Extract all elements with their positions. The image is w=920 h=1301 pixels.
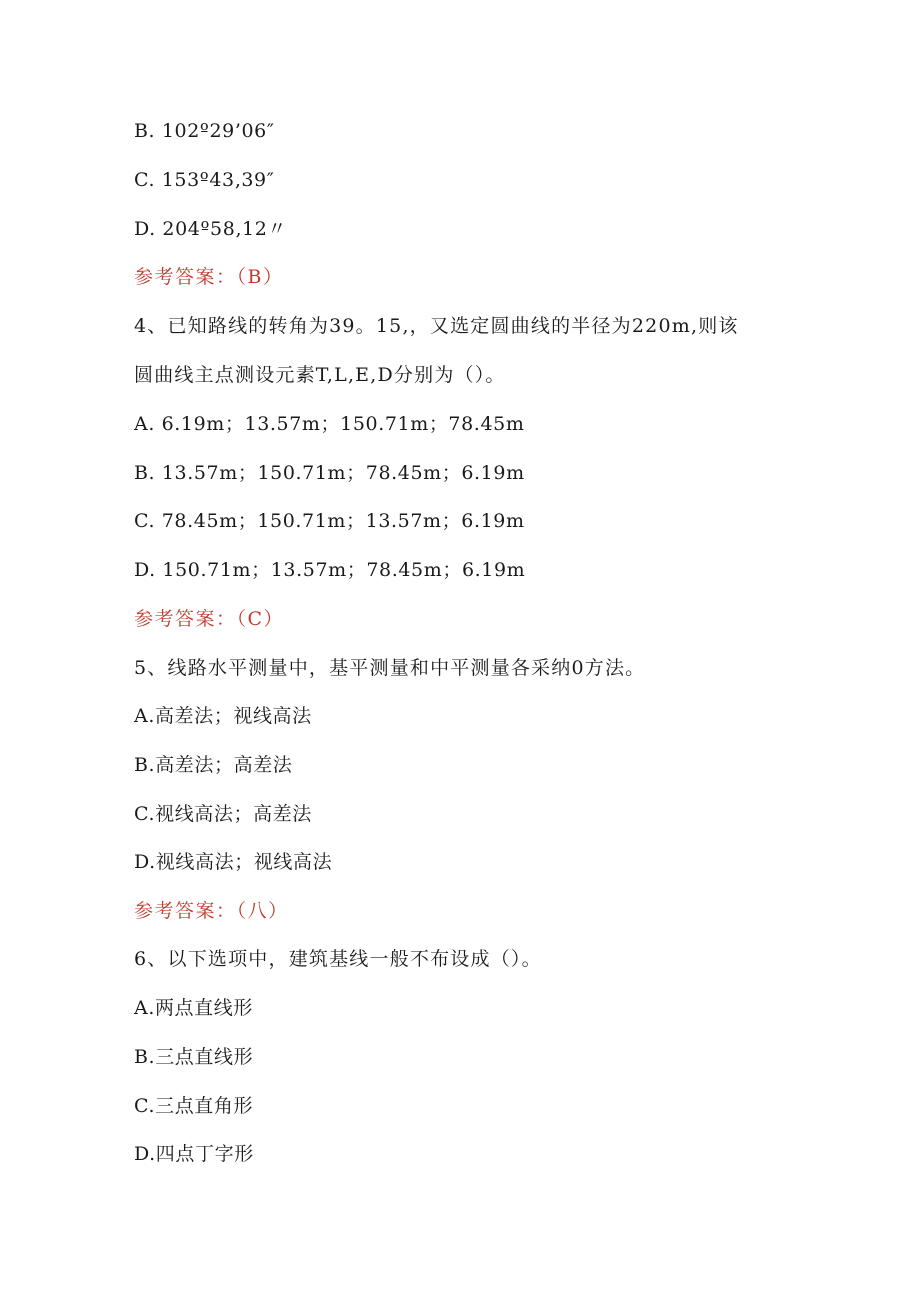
q5-option-c: C.视线高法；高差法 (134, 803, 312, 825)
q6-option-a: A.两点直线形 (134, 997, 253, 1019)
q4-option-a: A. 6.19m；13.57m；150.71m；78.45m (134, 413, 525, 435)
q5-option-b: B.高差法；高差法 (134, 754, 293, 776)
q6-option-d: D.四点丁字形 (134, 1143, 254, 1165)
q6-stem: 6、以下选项中，建筑基线一般不布设成（）。 (134, 948, 542, 970)
q5-answer: 参考答案：（八） (134, 900, 289, 922)
q4-stem-line2: 圆曲线主点测设元素T,L,E,D分别为（）。 (134, 364, 506, 386)
q6-option-c: C.三点直角形 (134, 1095, 254, 1117)
q3-option-d: D. 204º58‚12〃 (134, 218, 288, 240)
q3-option-c: C. 153º43‚39″ (134, 169, 275, 191)
q5-stem: 5、线路水平测量中，基平测量和中平测量各采纳0方法。 (134, 657, 646, 679)
q3-answer: 参考答案：（B） (134, 266, 284, 288)
q5-option-d: D.视线高法；视线高法 (134, 851, 333, 873)
q5-option-a: A.高差法；视线高法 (134, 705, 312, 727)
q4-answer: 参考答案：（C） (134, 608, 285, 630)
q4-option-c: C. 78.45m；150.71m；13.57m；6.19m (134, 510, 525, 532)
q4-stem-line1: 4、已知路线的转角为39。15,，又选定圆曲线的半径为220m,则该 (134, 315, 739, 337)
q3-option-b: B. 102º29’06″ (134, 120, 275, 142)
q4-option-d: D. 150.71m；13.57m；78.45m；6.19m (134, 559, 526, 581)
q6-option-b: B.三点直线形 (134, 1046, 254, 1068)
q4-option-b: B. 13.57m；150.71m；78.45m；6.19m (134, 462, 525, 484)
